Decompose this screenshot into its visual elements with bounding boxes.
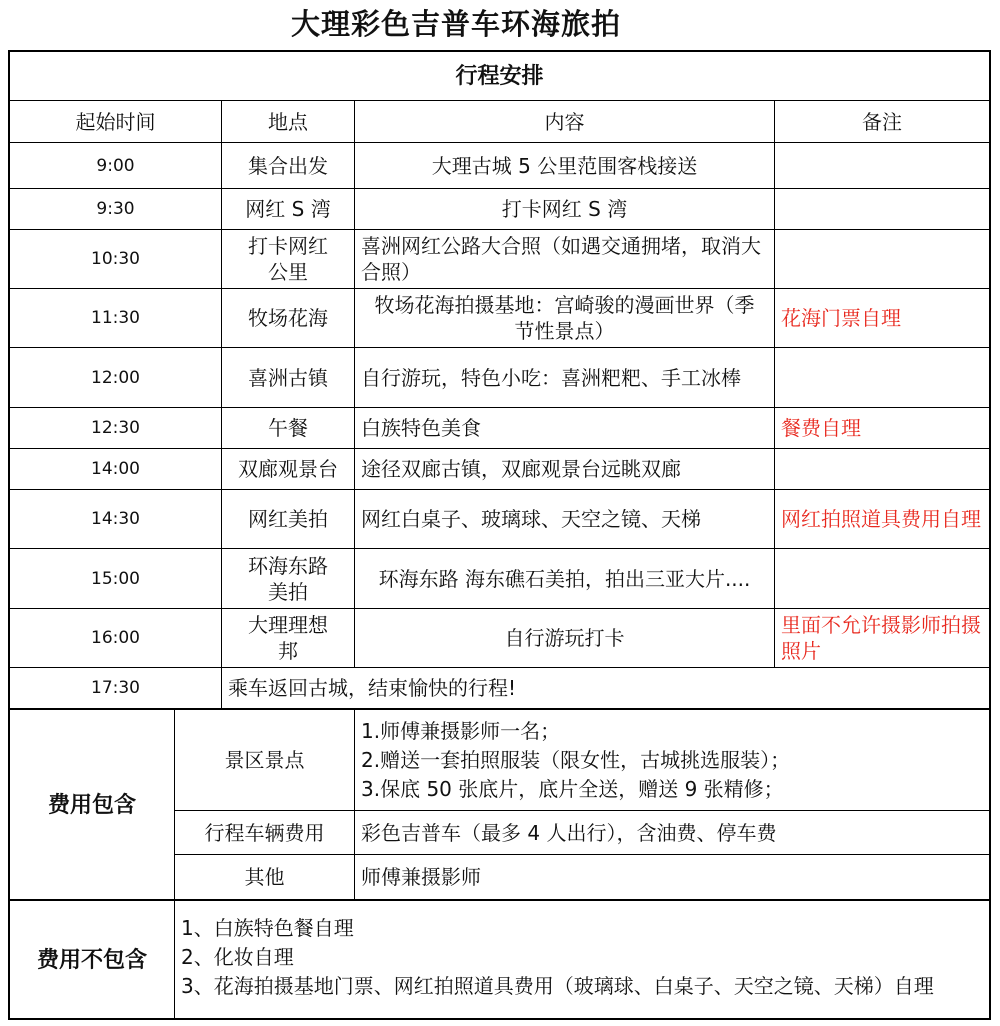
excluded-label: 费用不包含 (36, 946, 147, 973)
row-place: 打卡网红公里 (248, 234, 328, 284)
page-title: 大理彩色吉普车环海旅拍 (290, 7, 621, 41)
included-item-name: 景区景点 (224, 748, 305, 772)
included-item-detail (355, 710, 989, 810)
excluded-line: 2、化妆自理 (181, 945, 294, 969)
row-place: 集合出发 (248, 153, 328, 178)
row-time: 12:30 (91, 418, 140, 438)
included-item-detail: 师傅兼摄影师 (361, 865, 481, 889)
included-line: 3.保底 50 张底片，底片全送，赠送 9 张精修； (361, 776, 784, 801)
row-time: 9:00 (96, 155, 135, 176)
row-place: 午餐 (268, 416, 308, 440)
row-content: 打卡网红 S 湾 (501, 197, 628, 221)
row-content: 白族特色美食 (361, 416, 481, 440)
row-place: 环海东路美拍 (248, 553, 328, 604)
col-header-place: 地点 (268, 109, 308, 134)
row-content: 自行游玩打卡 (504, 626, 625, 650)
row-note: 餐费自理 (781, 416, 861, 440)
included-item-name: 其他 (244, 865, 285, 889)
row-content: 自行游玩，特色小吃：喜洲粑粑、手工冰棒 (361, 365, 741, 390)
row-content: 牧场花海拍摄基地：宫崎骏的漫画世界（季节性景点） (374, 293, 755, 343)
included-label: 费用包含 (47, 791, 136, 818)
row-content: 网红白桌子、玻璃球、天空之镜、天梯 (361, 507, 701, 531)
row-time: 11:30 (91, 308, 140, 328)
row-content-merged: 乘车返回古城，结束愉快的行程! (228, 676, 517, 700)
row-content: 大理古城 5 公里范围客栈接送 (431, 153, 698, 178)
row-time: 14:30 (91, 509, 140, 529)
row-time: 16:00 (91, 628, 140, 648)
row-place: 网红美拍 (248, 507, 328, 531)
row-content: 途径双廊古镇，双廊观景台远眺双廊 (361, 457, 681, 481)
col-header-time: 起始时间 (75, 109, 156, 134)
row-note: 里面不允许摄影师拍摄照片 (781, 613, 981, 663)
row-place: 喜洲古镇 (248, 365, 328, 390)
row-content: 喜洲网红公路大合照（如遇交通拥堵，取消大合照） (361, 234, 761, 284)
included-item-name: 行程车辆费用 (204, 820, 325, 845)
row-place: 大理理想邦 (248, 613, 328, 663)
included-line: 2.赠送一套拍照服装（限女性，古城挑选服装）； (361, 747, 791, 772)
row-time: 17:30 (91, 678, 140, 698)
col-header-note: 备注 (862, 109, 902, 134)
row-time: 14:00 (91, 459, 140, 479)
excluded-detail (175, 901, 989, 1018)
row-time: 12:00 (91, 367, 140, 388)
row-note: 花海门票自理 (781, 306, 901, 330)
row-content: 环海东路 海东礁石美拍，拍出三亚大片.... (378, 566, 751, 591)
section-header: 行程安排 (455, 63, 544, 89)
included-item-detail: 彩色吉普车（最多 4 人出行），含油费、停车费 (361, 820, 777, 845)
itinerary-table (8, 50, 991, 1020)
col-header-content: 内容 (544, 109, 585, 134)
excluded-line: 1、白族特色餐自理 (181, 916, 354, 940)
row-time: 10:30 (91, 249, 140, 269)
row-time: 15:00 (91, 568, 140, 589)
row-place: 双廊观景台 (238, 457, 338, 481)
row-place: 网红 S 湾 (245, 197, 331, 221)
row-place: 牧场花海 (248, 306, 328, 330)
included-line: 1.师傅兼摄影师一名； (361, 718, 561, 743)
excluded-line: 3、花海拍摄基地门票、网红拍照道具费用（玻璃球、白桌子、天空之镜、天梯）自理 (181, 974, 934, 998)
row-time: 9:30 (96, 199, 135, 219)
row-note: 网红拍照道具费用自理 (781, 507, 981, 531)
